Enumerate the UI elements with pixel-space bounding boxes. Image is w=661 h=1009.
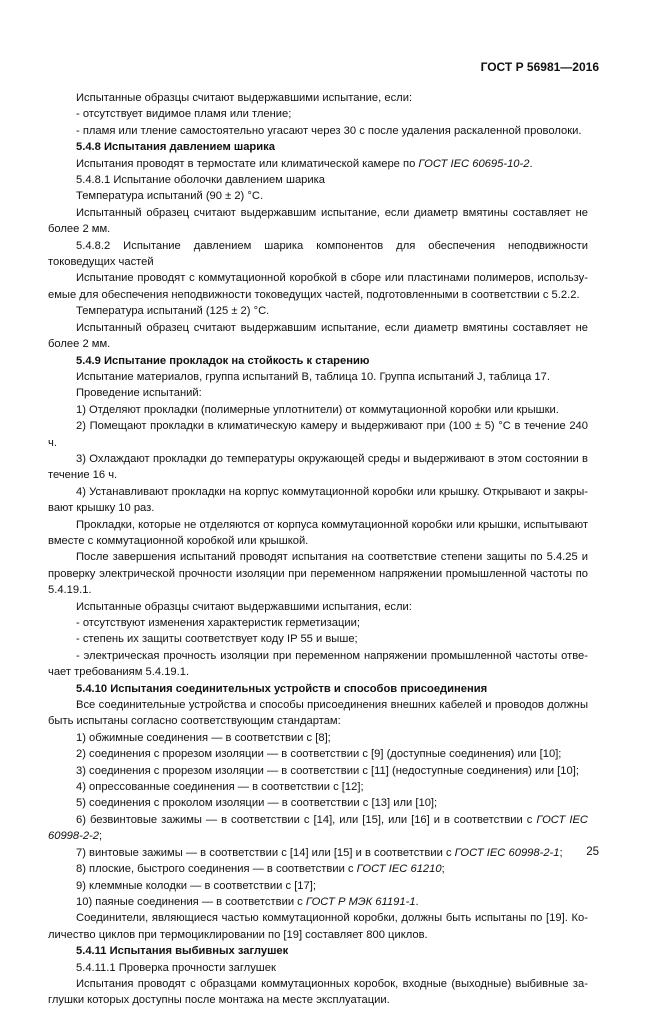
paragraph: - степень их защиты соответствует коду IP 55 и выше;	[76, 633, 358, 646]
paragraph: Прокладки, которые не отделяются от корпуса коммутационной коробки или крышки, испытывают вместе с коммутационной коробкой или крышкой.	[48, 518, 588, 547]
section-heading: 5.4.8 Испытания давлением шарика	[76, 141, 275, 154]
paragraph: Испытание проводят с коммутационной коробкой в сборе или пластинами полимеров, использу-емые для обеспечения неподвижности токоведущих частей, подготовленными в соответствии с 5.2.2.	[48, 272, 588, 301]
paragraph: 5.4.11.1 Проверка прочности заглушек	[76, 961, 276, 974]
paragraph: 2) Помещают прокладки в климатическую камеру и выдерживают при (100 ± 5) °С в течение 240 ч.	[48, 420, 588, 449]
section-heading: 5.4.11 Испытания выбивных заглушек	[76, 945, 289, 958]
paragraph: 6) безвинтовые зажимы — в соответствии с [14], или [15], или [16] и в соответствии с ГОСТ IEC 60998-2-2;	[48, 813, 588, 843]
page-number: 25	[586, 846, 599, 858]
paragraph: 1) Отделяют прокладки (полимерные уплотнители) от коммутационной коробки или крышки.	[76, 403, 559, 416]
paragraph: После завершения испытаний проводят испытания на соответствие степени защиты по 5.4.25 и проверку электрической прочности изоляции при переменном напряжении промышленной частоты по 5.4.19.1.	[48, 551, 588, 597]
paragraph: 5.4.8.1 Испытание оболочки давлением шарика	[76, 174, 326, 187]
paragraph: Испытания проводят с образцами коммутационных коробок, входные (выходные) выбивные за-глушки которых доступны после монтажа на месте эксплуатации.	[48, 977, 588, 1007]
paragraph: Испытание материалов, группа испытаний В, таблица 10. Группа испытаний J, таблица 17.	[76, 370, 550, 383]
paragraph: Температура испытаний (125 ± 2) °С.	[76, 305, 270, 318]
paragraph: 8) плоские, быстрого соединения — в соответствии с ГОСТ IEC 61210;	[76, 863, 445, 876]
paragraph: 10) паяные соединения — в соответствии с ГОСТ Р МЭК 61191-1.	[76, 895, 419, 908]
paragraph: 5) соединения с проколом изоляции — в соответствии с [13] или [10];	[76, 797, 438, 810]
paragraph: Испытания проводят в термостате или климатической камере по ГОСТ IEC 60695-10-2.	[76, 157, 533, 170]
paragraph: Все соединительные устройства и способы присоединения внешних кабелей и проводов должны быть испытаны согласно соответствующим стандартам:	[48, 699, 588, 728]
document-body	[48, 90, 588, 1009]
paragraph: 3) Охлаждают прокладки до температуры окружающей среды и выдерживают в этом состоянии в течение 16 ч.	[48, 452, 588, 482]
paragraph: 7) винтовые зажимы — в соответствии с [14] или [15] и в соответствии с ГОСТ IEC 60998-2-1;	[76, 846, 563, 859]
paragraph: - электрическая прочность изоляции при переменном напряжении промышленной частоты отве-чает требованиям 5.4.19.1.	[48, 649, 588, 679]
paragraph: Испытанный образец считают выдержавшим испытание, если диаметр вмятины составляет не более 2 мм.	[48, 206, 588, 236]
paragraph: 2) соединения с прорезом изоляции — в соответствии с [9] (доступные соединения) или [10];	[76, 748, 562, 761]
section-heading: 5.4.9 Испытание прокладок на стойкость к старению	[76, 354, 370, 367]
paragraph: Испытанные образцы считают выдержавшими испытания, если:	[76, 600, 412, 613]
document-code: ГОСТ Р 56981—2016	[480, 60, 599, 74]
paragraph: Температура испытаний (90 ± 2) °С.	[76, 190, 264, 203]
paragraph: 3) соединения с прорезом изоляции — в соответствии с [11] (недоступные соединения) или [10];	[76, 764, 579, 777]
paragraph: - отсутствуют изменения характеристик герметизации;	[76, 617, 361, 629]
paragraph: 1) обжимные соединения — в соответствии с [8];	[76, 731, 331, 744]
paragraph: 4) опрессованные соединения — в соответствии с [12];	[76, 781, 364, 794]
paragraph: Испытанные образцы считают выдержавшими испытание, если:	[76, 92, 413, 104]
paragraph: - пламя или тление самостоятельно угасают через 30 с после удаления раскаленной проволоки.	[76, 124, 582, 137]
paragraph: 5.4.8.2 Испытание давлением шарика компонентов для обеспечения неподвижности токоведущих частей	[48, 239, 588, 269]
paragraph: Испытанный образец считают выдержавшим испытание, если диаметр вмятины составляет не более 2 мм.	[48, 321, 588, 351]
paragraph: 4) Устанавливают прокладки на корпус коммутационной коробки или крышку. Открывают и закры-вают крышку 10 раз.	[48, 485, 588, 515]
paragraph: - отсутствует видимое пламя или тление;	[76, 108, 292, 121]
paragraph: Проведение испытаний:	[76, 387, 202, 400]
paragraph: Соединители, являющиеся частью коммутационной коробки, должны быть испытаны по [19]. Ко-личество циклов при термоциклировании по [19] составляет 800 циклов.	[48, 912, 588, 941]
section-heading: 5.4.10 Испытания соединительных устройств и способов присоединения	[76, 682, 488, 695]
paragraph: 9) клеммные колодки — в соответствии с [17];	[76, 879, 316, 892]
